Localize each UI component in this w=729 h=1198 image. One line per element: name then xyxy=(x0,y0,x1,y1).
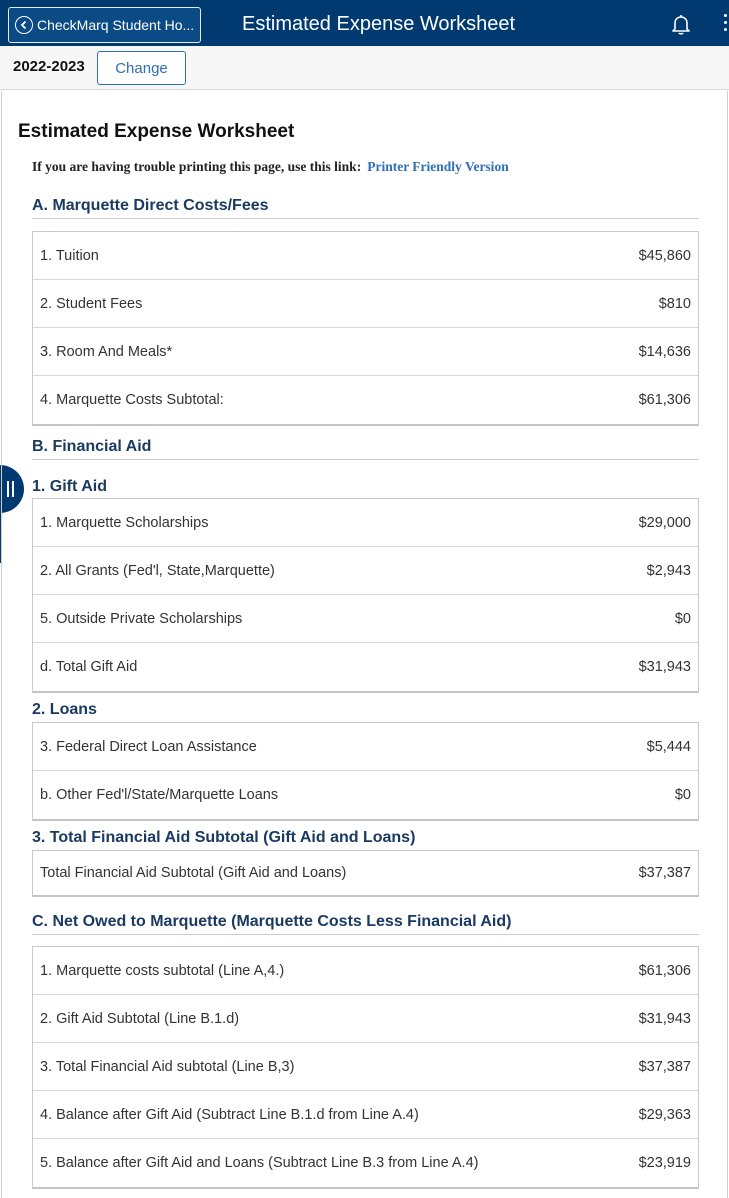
row-label: 5. Outside Private Scholarships xyxy=(40,610,243,627)
change-year-button[interactable]: Change xyxy=(97,51,186,85)
row-value: $14,636 xyxy=(638,343,691,360)
section-c-table xyxy=(32,946,699,1189)
table-row xyxy=(33,280,698,328)
total-aid-heading: 3. Total Financial Aid Subtotal (Gift Aid and Loans) xyxy=(32,829,416,846)
kebab-menu-icon[interactable] xyxy=(722,14,729,36)
table-row xyxy=(33,995,698,1043)
row-label: Total Financial Aid Subtotal (Gift Aid and Loans) xyxy=(40,865,347,881)
loans-heading: 2. Loans xyxy=(32,701,97,718)
row-value: $61,306 xyxy=(638,962,691,979)
table-row xyxy=(33,376,698,424)
table-row xyxy=(33,232,698,280)
table-row xyxy=(33,1091,698,1139)
section-b-heading: B. Financial Aid xyxy=(32,438,699,460)
row-label: 2. Gift Aid Subtotal (Line B.1.d) xyxy=(40,1010,240,1027)
row-label: 4. Marquette Costs Subtotal: xyxy=(40,392,224,408)
row-label: 1. Tuition xyxy=(40,247,99,264)
row-value: $31,943 xyxy=(638,659,691,675)
table-row xyxy=(33,1139,698,1187)
gift-aid-table xyxy=(32,498,699,693)
table-row xyxy=(33,1043,698,1091)
back-button-label: CheckMarq Student Ho... xyxy=(37,17,195,33)
header-title: Estimated Expense Worksheet xyxy=(242,13,516,35)
row-label: 3. Federal Direct Loan Assistance xyxy=(40,738,257,755)
table-row xyxy=(33,723,698,771)
loans-table xyxy=(32,722,699,821)
section-a-heading: A. Marquette Direct Costs/Fees xyxy=(32,197,699,219)
table-row xyxy=(33,547,698,595)
print-instructions-text: If you are having trouble printing this page, use this link: xyxy=(32,159,362,174)
back-circle-icon xyxy=(15,16,33,34)
row-value: $29,000 xyxy=(638,514,691,531)
row-value: $31,943 xyxy=(638,1010,691,1027)
table-row xyxy=(33,328,698,376)
table-row xyxy=(33,499,698,547)
section-a-table xyxy=(32,231,699,426)
table-row xyxy=(33,947,698,995)
row-value: $23,919 xyxy=(638,1155,691,1171)
row-value: $61,306 xyxy=(638,392,691,408)
page-title: Estimated Expense Worksheet xyxy=(18,121,295,142)
row-label: 5. Balance after Gift Aid and Loans (Subtract Line B.3 from Line A.4) xyxy=(40,1155,479,1171)
row-label: 1. Marquette costs subtotal (Line A,4.) xyxy=(40,962,285,979)
bell-icon[interactable] xyxy=(669,12,693,36)
row-label: b. Other Fed'l/State/Marquette Loans xyxy=(40,787,279,803)
table-row xyxy=(33,595,698,643)
row-value: $29,363 xyxy=(638,1106,691,1123)
table-row xyxy=(33,643,698,691)
app-header xyxy=(0,0,729,46)
row-value: $5,444 xyxy=(646,738,691,755)
total-aid-table xyxy=(32,850,699,897)
back-button[interactable] xyxy=(8,7,201,43)
row-value: $37,387 xyxy=(638,1058,691,1075)
aid-year-bar xyxy=(0,46,729,90)
row-label: 4. Balance after Gift Aid (Subtract Line B.1.d from Line A.4) xyxy=(40,1106,419,1123)
row-label: 2. Student Fees xyxy=(40,295,143,312)
row-label: 3. Room And Meals* xyxy=(40,343,173,360)
row-label: 1. Marquette Scholarships xyxy=(40,514,209,531)
table-row xyxy=(33,771,698,819)
section-c-heading: C. Net Owed to Marquette (Marquette Costs Less Financial Aid) xyxy=(32,913,699,935)
row-value: $0 xyxy=(674,787,691,803)
row-value: $810 xyxy=(658,295,691,312)
row-label: 2. All Grants (Fed'l, State,Marquette) xyxy=(40,562,275,579)
print-instructions xyxy=(32,159,509,175)
row-value: $37,387 xyxy=(638,865,691,881)
row-label: 3. Total Financial Aid subtotal (Line B,3) xyxy=(40,1058,295,1075)
row-label: d. Total Gift Aid xyxy=(40,659,138,675)
table-row xyxy=(33,851,698,895)
gift-aid-heading: 1. Gift Aid xyxy=(32,478,107,495)
printer-friendly-link[interactable]: Printer Friendly Version xyxy=(367,159,509,174)
worksheet-content xyxy=(1,91,728,1198)
row-value: $45,860 xyxy=(638,247,691,264)
row-value: $2,943 xyxy=(646,562,691,579)
row-value: $0 xyxy=(674,610,691,627)
aid-year: 2022-2023 xyxy=(13,58,85,75)
